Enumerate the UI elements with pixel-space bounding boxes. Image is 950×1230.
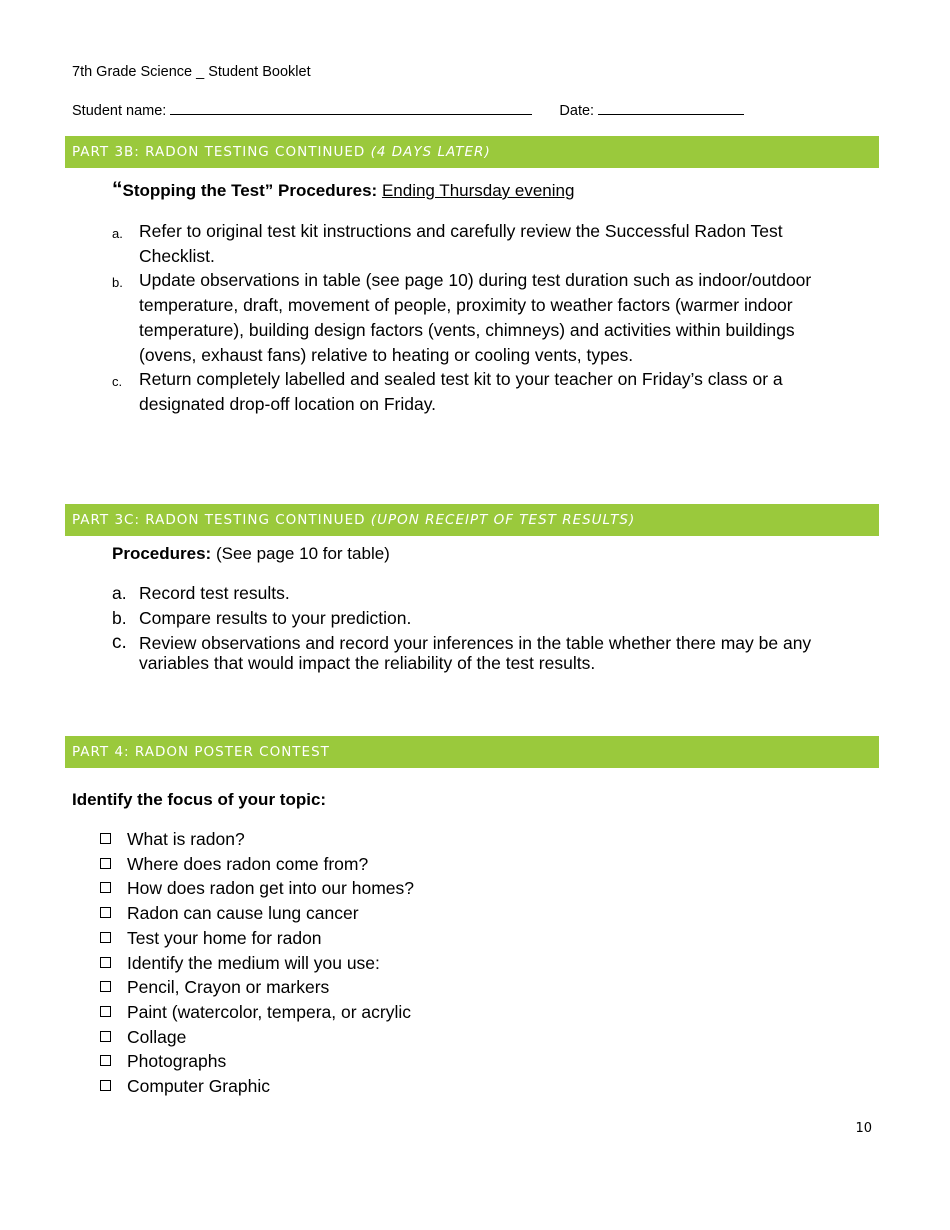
date-blank[interactable] bbox=[598, 100, 744, 115]
checkbox[interactable] bbox=[100, 957, 111, 968]
list-item: b. Update observations in table (see page 10) during test duration such as indoor/outdoor temperature, draft, movement of people, proximity to weather factors (warmer indoor temperature), building design factors (vents, chimneys) and activities within buildings (ovens, exhaust fans) relative to heating or cooling vents, types. bbox=[112, 270, 812, 365]
checkbox[interactable] bbox=[100, 932, 111, 943]
part3c-subheading-bold: Procedures: bbox=[112, 544, 212, 563]
page-number: 10 bbox=[855, 1121, 872, 1136]
student-name-label: Student name: bbox=[72, 103, 167, 119]
checklist-item: Pencil, Crayon or markers bbox=[100, 975, 414, 1000]
part3c-banner-text: PART 3C: RADON TESTING CONTINUED bbox=[72, 512, 366, 528]
list-item: c. Return completely labelled and sealed test kit to your teacher on Friday’s class or a designated drop-off location on Friday. bbox=[112, 369, 783, 414]
checkbox[interactable] bbox=[100, 981, 111, 992]
list-item: a. Refer to original test kit instructions and carefully review the Successful Radon Test Checklist. bbox=[112, 221, 783, 266]
checklist-item: How does radon get into our homes? bbox=[100, 876, 414, 901]
checkbox[interactable] bbox=[100, 1055, 111, 1066]
checkbox[interactable] bbox=[100, 882, 111, 893]
checkbox[interactable] bbox=[100, 1006, 111, 1017]
list-item: a. Record test results. bbox=[112, 583, 290, 603]
checklist-item: Paint (watercolor, tempera, or acrylic bbox=[100, 1000, 414, 1025]
checklist-item: Test your home for radon bbox=[100, 926, 414, 951]
part4-banner bbox=[65, 736, 879, 768]
part3c-subheading bbox=[112, 544, 390, 564]
part3b-banner bbox=[65, 136, 879, 168]
part3c-subheading-rest: (See page 10 for table) bbox=[215, 544, 390, 563]
focus-heading: Identify the focus of your topic: bbox=[72, 790, 327, 809]
student-name-blank[interactable] bbox=[170, 100, 532, 115]
part3c-banner bbox=[65, 504, 879, 536]
part4-banner-text: PART 4: RADON POSTER CONTEST bbox=[72, 744, 330, 760]
checkbox[interactable] bbox=[100, 907, 111, 918]
topic-checklist bbox=[100, 827, 414, 1099]
part3c-banner-italic: (UPON RECEIPT OF TEST RESULTS) bbox=[370, 512, 636, 528]
checkbox[interactable] bbox=[100, 1080, 111, 1091]
part3b-subheading-underlined: Ending Thursday evening bbox=[381, 181, 575, 200]
checkbox[interactable] bbox=[100, 833, 111, 844]
part3b-subheading bbox=[112, 178, 574, 202]
part3b-subheading-bold: Stopping the Test” Procedures: bbox=[122, 181, 378, 200]
checklist-item: Collage bbox=[100, 1025, 414, 1050]
checkbox[interactable] bbox=[100, 1031, 111, 1042]
list-item: b. Compare results to your prediction. bbox=[112, 608, 412, 628]
checklist-item: Photographs bbox=[100, 1049, 414, 1074]
part3c-list bbox=[112, 583, 842, 673]
part3b-banner-text: PART 3B: RADON TESTING CONTINUED bbox=[72, 144, 366, 160]
checklist-item: Radon can cause lung cancer bbox=[100, 901, 414, 926]
checklist-item: What is radon? bbox=[100, 827, 414, 852]
date-label: Date: bbox=[559, 103, 595, 119]
student-info-line bbox=[72, 100, 744, 119]
part3b-list bbox=[112, 219, 842, 417]
list-item: c. Review observations and record your inferences in the table whether there may be any variables that would impact the reliability of the test results. bbox=[112, 632, 812, 673]
checklist-item: Identify the medium will you use: bbox=[100, 951, 414, 976]
open-quote: “ bbox=[112, 178, 123, 201]
checkbox[interactable] bbox=[100, 858, 111, 869]
booklet-title: 7th Grade Science _ Student Booklet bbox=[72, 64, 311, 80]
checklist-item: Where does radon come from? bbox=[100, 852, 414, 877]
part3b-banner-italic: (4 DAYS LATER) bbox=[370, 144, 491, 160]
checklist-item: Computer Graphic bbox=[100, 1074, 414, 1099]
